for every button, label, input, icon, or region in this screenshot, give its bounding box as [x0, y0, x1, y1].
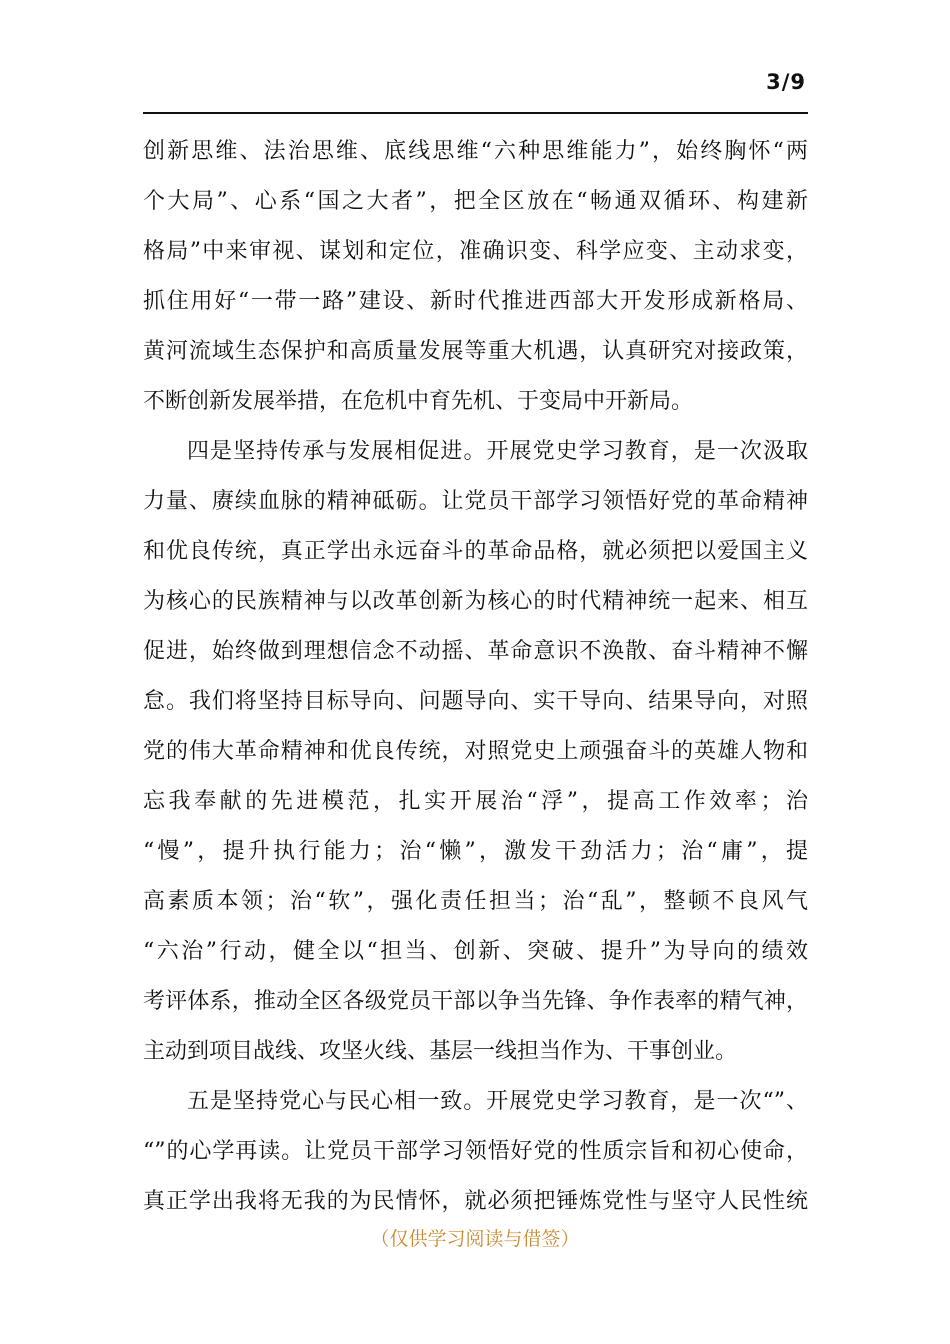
- body-line: 怠。我们将坚持目标导向、问题导向、实干导向、结果导向，对照: [143, 689, 808, 714]
- page-number: 3/9: [766, 70, 806, 94]
- body-line: 高素质本领；治“软”，强化责任担当；治“乱”，整顿不良风气: [143, 889, 808, 914]
- body-line: 和优良传统，真正学出永远奋斗的革命品格，就必须把以爱国主义: [143, 539, 808, 564]
- body-line: 抓住用好“一带一路”建设、新时代推进西部大开发形成新格局、: [143, 289, 808, 314]
- body-line: 创新思维、法治思维、底线思维“六种思维能力”，始终胸怀“两: [143, 139, 808, 164]
- body-line: 格局”中来审视、谋划和定位，准确识变、科学应变、主动求变，: [143, 239, 808, 264]
- paragraph-start-line: 四是坚持传承与发展相促进。开展党史学习教育，是一次汲取: [187, 439, 808, 464]
- body-line: 真正学出我将无我的为民情怀，就必须把锤炼党性与坚守人民性统: [143, 1189, 808, 1214]
- body-line: “六治”行动，健全以“担当、创新、突破、提升”为导向的绩效: [143, 939, 808, 964]
- body-line: 为核心的民族精神与以改革创新为核心的时代精神统一起来、相互: [143, 589, 808, 614]
- footer-disclaimer: （仅供学习阅读与借签）: [370, 1228, 580, 1250]
- body-line: “”的心学再读。让党员干部学习领悟好党的性质宗旨和初心使命，: [143, 1139, 808, 1164]
- body-line: 黄河流域生态保护和高质量发展等重大机遇，认真研究对接政策，: [143, 339, 808, 364]
- body-line: “慢”，提升执行能力；治“懒”，激发干劲活力；治“庸”，提: [143, 839, 808, 864]
- body-line: 不断创新发展举措，在危机中育先机、于变局中开新局。: [143, 389, 694, 414]
- body-line: 考评体系，推动全区各级党员干部以争当先锋、争作表率的精气神，: [143, 989, 808, 1014]
- body-line: 忘我奉献的先进模范，扎实开展治“浮”，提高工作效率；治: [143, 789, 808, 814]
- document-body: [143, 127, 808, 1227]
- body-line: 主动到项目战线、攻坚火线、基层一线担当作为、干事创业。: [143, 1039, 738, 1064]
- body-line: 促进，始终做到理想信念不动摇、革命意识不涣散、奋斗精神不懈: [143, 639, 808, 664]
- body-line: 个大局”、心系“国之大者”，把全区放在“畅通双循环、构建新: [143, 189, 808, 214]
- body-line: 党的伟大革命精神和优良传统，对照党史上顽强奋斗的英雄人物和: [143, 739, 808, 764]
- header-divider: [143, 112, 808, 114]
- body-line: 力量、赓续血脉的精神砥砺。让党员干部学习领悟好党的革命精神: [143, 489, 808, 514]
- paragraph-start-line: 五是坚持党心与民心相一致。开展党史学习教育，是一次“”、: [187, 1089, 808, 1114]
